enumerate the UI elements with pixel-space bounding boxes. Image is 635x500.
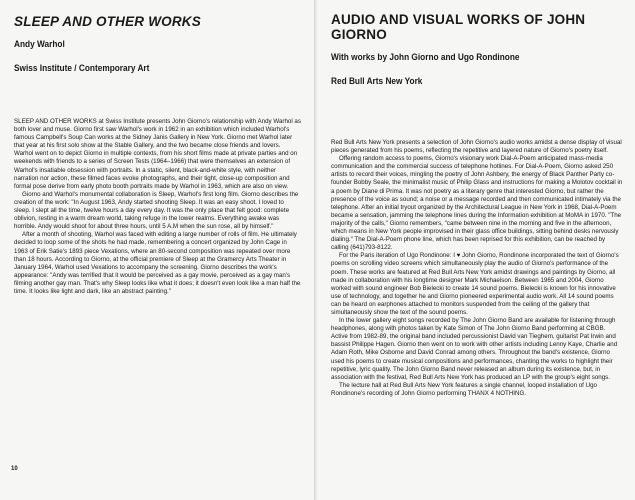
- right-page: [317, 0, 635, 500]
- right-credits: With works by John Giorno and Ugo Rondinone: [331, 52, 520, 62]
- left-body-text: [14, 118, 301, 296]
- right-paragraph-3: For the Paris iteration of Ugo Rondinone: I ♥ John Giorno, Rondinone incorporated the text of Giorno's poems on scrolling video screens which simultaneously play the audio of Giorno's performance of the poem. These works are featured at Red Bull Arts New York amidst drawings and paintings by Giorno, all made in collaboration with his longtime designer Mark Michaelson. Between 1965 and 2004, Giorno worked with sound engineer Bob Bielecki to create 14 sound poems. Bielecki is known for his innovative use of technology, and together he and Giorno pioneered experimental audio work. All 14 sound poems can be heard on earphones attached to monitors suspended from the ceiling of the gallery that simultaneously show the text of the sound poems.: [331, 252, 619, 316]
- left-paragraph-1: SLEEP AND OTHER WORKS at Swiss Institute presents John Giorno's relationship with Andy Warhol as both lover and muse. Giorno first saw Warhol's work in 1962 in an exhibition which included Warhol's famous Campbell's Soup Can works at the Sidney Janis Gallery in New York. Giorno met Warhol later that year at his first solo show at the Stable Gallery, and the two became close friends and lovers. Warhol went on to depict Giorno in multiple contexts, from his short films made at private parties and on weekends with friends to a series of Screen Tests (1964–1966) that were themselves an extension of Warhol's insatiable obsession with portraits. In a static, silent, black-and-white style, with neither narration nor action, these filmed faces evoke photographs, and their tight, close-up composition and formal pose derive from early photo booth portraits made by Warhol in 1963, which are also on view.: [14, 118, 301, 190]
- page-number: 10: [11, 466, 18, 472]
- right-paragraph-5: The lecture hall at Red Bull Arts New York features a single channel, looped installation of Ugo Rondinone's recording of John Giorno performing THANX 4 NOTHING.: [331, 381, 597, 397]
- right-paragraph-1: Red Bull Arts New York presents a selection of John Giorno's audio works amidst a dense display of visual pieces generated from his poems, reflecting the repetitive and layered nature of Giorno's poetry itself.: [331, 139, 622, 155]
- right-page-title: AUDIO AND VISUAL WORKS OF JOHN GIORNO: [331, 12, 586, 42]
- left-page-title: SLEEP AND OTHER WORKS: [14, 14, 201, 29]
- left-page: [0, 0, 315, 500]
- right-paragraph-4: In the lower gallery eight songs recorded by The John Giorno Band are available for listening through headphones, along with photos taken by Kate Simon of The John Giorno Band performing at CBGB. Active from 1982-89, the original band included percussionist David van Tieghem, guitarist Pat Irwin and bassist Philippe Hagen. Giorno then went on to work with other artists including Lenny Kaye, Charlie and Adam Roth, Mike Osborne and David Conrad among others. Throughout the band's existence, Giorno used his poems to create musical compositions and performances, chanting the works to highlight their repetitive, lyric quality. The John Giorno Band never released an album during its existence, but, in association with the festival, Red Bull Arts New York has produced an LP with the group's eight songs.: [331, 317, 618, 381]
- left-paragraph-2: Giorno and Warhol's monumental collaboration is Sleep, Warhol's first long film. Giorno describes the creation of the work: "In August 1963, Andy started shooting Sleep. It was an easy shoot. I loved to sleep. I slept all the time, twelve hours a day every day. It was the only place that felt good: complete oblivion, resting in a warm dream world, taking refuge in the lower realms. Everything awake was horrible. Andy would shoot for about three hours, until 5 A.M when the sun rose, all by himself.": [14, 190, 299, 231]
- left-venue: Swiss Institute / Contemporary Art: [14, 63, 150, 73]
- right-body-text: [331, 139, 623, 398]
- right-venue: Red Bull Arts New York: [331, 76, 423, 86]
- right-paragraph-2: Offering random access to poems, Giorno's visionary work Dial-A-Poem anticipated mass-media communication and the commercial success of telephone hotlines. For Dial-A-Poem, Giorno asked 250 artists to record their voices, mingling the poetry of John Ashbery, the energy of Black Panther Party co-founder Bobby Seale, the minimalist music of Philip Glass and instructions for making a Molotov cocktail in a poem by Diane di Prima. It was not poetry as a literary genre that interested Giorno, but rather the presence of the voice as sound; a noise or a message recorded and then communicated intimately via the telephone. After an initial tryout organized by the Architectural League in New York in 1968, Dial-A-Poem became a sensation, jamming the telephone lines during the Information exhibition at MoMA in 1970. "The majority of the calls," Giorno remembers, "came between nine in the morning and five in the afternoon, which means in New York people improvised in their glass office buildings, sitting behind desks nervously dialing." The Dial-A-Poem phone line, which has been reprised for this exhibition, can be reached by calling (641)793-8122.: [331, 155, 623, 252]
- left-paragraph-3: After a month of shooting, Warhol was faced with editing a large number of rolls of film. He ultimately decided to loop some of the shots he had made, remembering a concert organized by John Cage in 1963 of Erik Satie's 1893 piece Vexations, where an 80-second composition was repeated over more than 18 hours. According to Giorno, at the official premiere of Sleep at the Gramercy Arts Theater in January 1964, Warhol used Vexations to accompany the screening. Giorno describes the work's appearance: "Andy was terrified that it would be perceived as a gay movie, perceived as a gay man's filming another gay man. That's why Sleep looks like what it does; it doesn't even look like a man half the time. It looks like light and dark, like an abstract painting.": [14, 231, 301, 295]
- left-author: Andy Warhol: [14, 39, 65, 49]
